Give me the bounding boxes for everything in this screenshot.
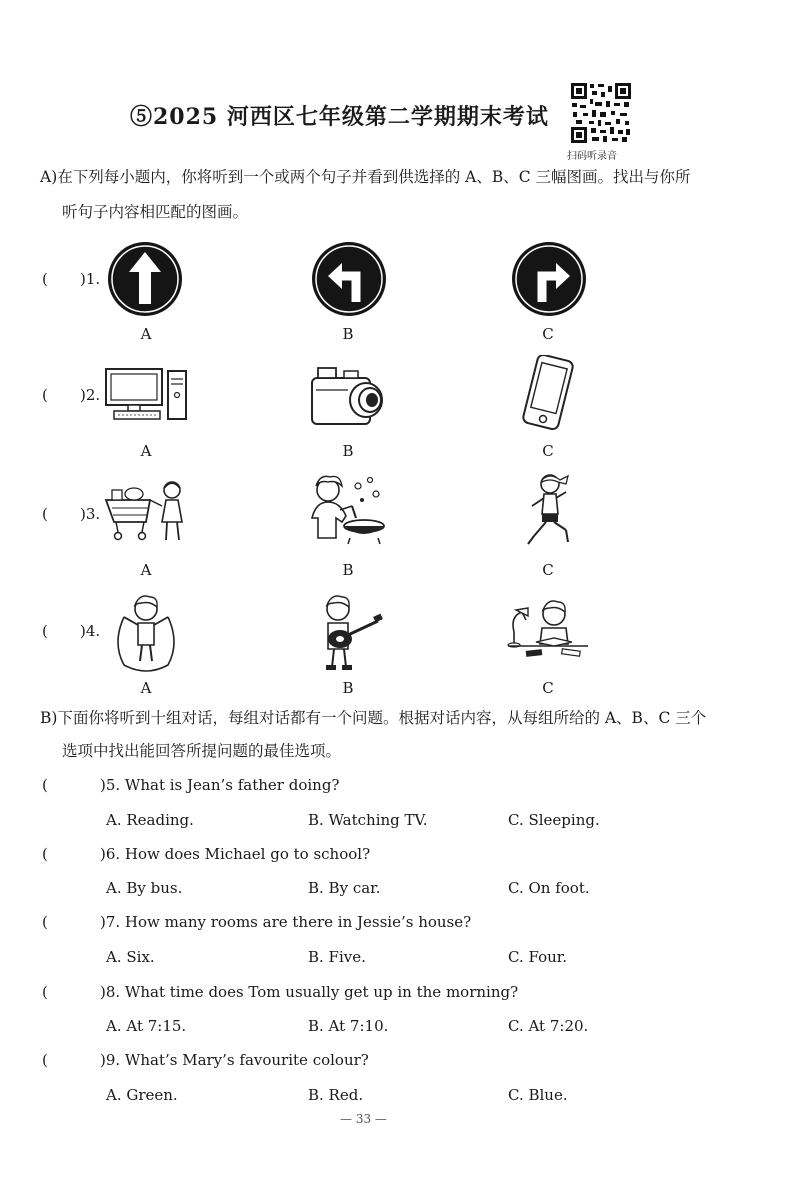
option-a: A. By bus. xyxy=(106,879,183,897)
question-7 xyxy=(42,913,471,931)
left-turn-sign-icon xyxy=(310,240,388,318)
option-c: C. At 7:20. xyxy=(508,1017,589,1035)
page-number: — 33 — xyxy=(340,1112,387,1126)
question-text: )8. What time does Tom usually get up in the morning? xyxy=(100,983,519,1001)
section-a-instruction-line2: 听句子内容相匹配的图画。 xyxy=(62,203,249,221)
option-letter: C xyxy=(542,442,554,460)
answer-blank: ( xyxy=(42,776,48,794)
question-number: )3. xyxy=(80,505,101,523)
straight-arrow-sign-icon xyxy=(106,240,184,318)
option-c: C. Sleeping. xyxy=(508,811,600,829)
guitar-boy-icon xyxy=(314,593,386,673)
question-8 xyxy=(42,983,518,1001)
option-letter: B xyxy=(342,442,354,460)
option-letter: C xyxy=(542,561,554,579)
question-9 xyxy=(42,1051,369,1069)
question-text: )6. How does Michael go to school? xyxy=(100,845,371,863)
answer-blank: ( xyxy=(42,845,48,863)
exam-title: ⑤2025 河西区七年级第二学期期末考试 xyxy=(130,104,549,130)
section-b-instruction-line1: B)下面你将听到十组对话，每组对话都有一个问题。根据对话内容，从每组所给的 A、B、C 三个 xyxy=(40,709,707,727)
option-b: B. By car. xyxy=(308,879,381,897)
question-text: )5. What is Jean’s father doing? xyxy=(100,776,340,794)
question-number: )4. xyxy=(80,622,101,640)
cooking-woman-icon xyxy=(306,472,390,546)
section-a-instruction-line1: A)在下列每小题内，你将听到一个或两个句子并看到供选择的 A、B、C 三幅图画。找出与你所 xyxy=(40,168,691,186)
option-letter: B xyxy=(342,325,354,343)
answer-blank: ( xyxy=(42,622,48,640)
option-a: A. Green. xyxy=(106,1086,178,1104)
computer-icon xyxy=(104,365,190,423)
answer-blank: ( xyxy=(42,386,48,404)
option-letter: B xyxy=(342,679,354,697)
option-c: C. On foot. xyxy=(508,879,590,897)
question-5 xyxy=(42,776,339,794)
option-letter: C xyxy=(542,325,554,343)
answer-blank: ( xyxy=(42,505,48,523)
option-a: A. At 7:15. xyxy=(106,1017,187,1035)
jumping-rope-boy-icon xyxy=(110,593,182,673)
running-girl-icon xyxy=(520,470,580,550)
camera-icon xyxy=(308,362,388,428)
answer-blank: ( xyxy=(42,270,48,288)
answer-blank: ( xyxy=(42,1051,48,1069)
option-b: B. Watching TV. xyxy=(308,811,428,829)
smartphone-icon xyxy=(516,355,580,431)
shopping-cart-girl-icon xyxy=(104,478,190,544)
option-c: C. Four. xyxy=(508,948,568,966)
question-number: )1. xyxy=(80,270,101,288)
option-a: A. Six. xyxy=(106,948,155,966)
option-letter: A xyxy=(140,679,152,697)
question-text: )7. How many rooms are there in Jessie’s house? xyxy=(100,913,472,931)
qr-code-icon xyxy=(570,82,632,144)
option-a: A. Reading. xyxy=(106,811,194,829)
reading-boy-icon xyxy=(506,598,590,664)
option-b: B. At 7:10. xyxy=(308,1017,389,1035)
section-b-instruction-line2: 选项中找出能回答所提问题的最佳选项。 xyxy=(62,742,342,760)
option-letter: C xyxy=(542,679,554,697)
option-letter: A xyxy=(140,442,152,460)
answer-blank: ( xyxy=(42,913,48,931)
option-letter: A xyxy=(140,325,152,343)
option-letter: A xyxy=(140,561,152,579)
question-number: )2. xyxy=(80,386,101,404)
question-6 xyxy=(42,845,370,863)
qr-caption: 扫码听录音 xyxy=(567,151,617,162)
right-turn-sign-icon xyxy=(510,240,588,318)
option-letter: B xyxy=(342,561,354,579)
option-c: C. Blue. xyxy=(508,1086,568,1104)
option-b: B. Red. xyxy=(308,1086,364,1104)
option-b: B. Five. xyxy=(308,948,366,966)
answer-blank: ( xyxy=(42,983,48,1001)
question-text: )9. What’s Mary’s favourite colour? xyxy=(100,1051,369,1069)
